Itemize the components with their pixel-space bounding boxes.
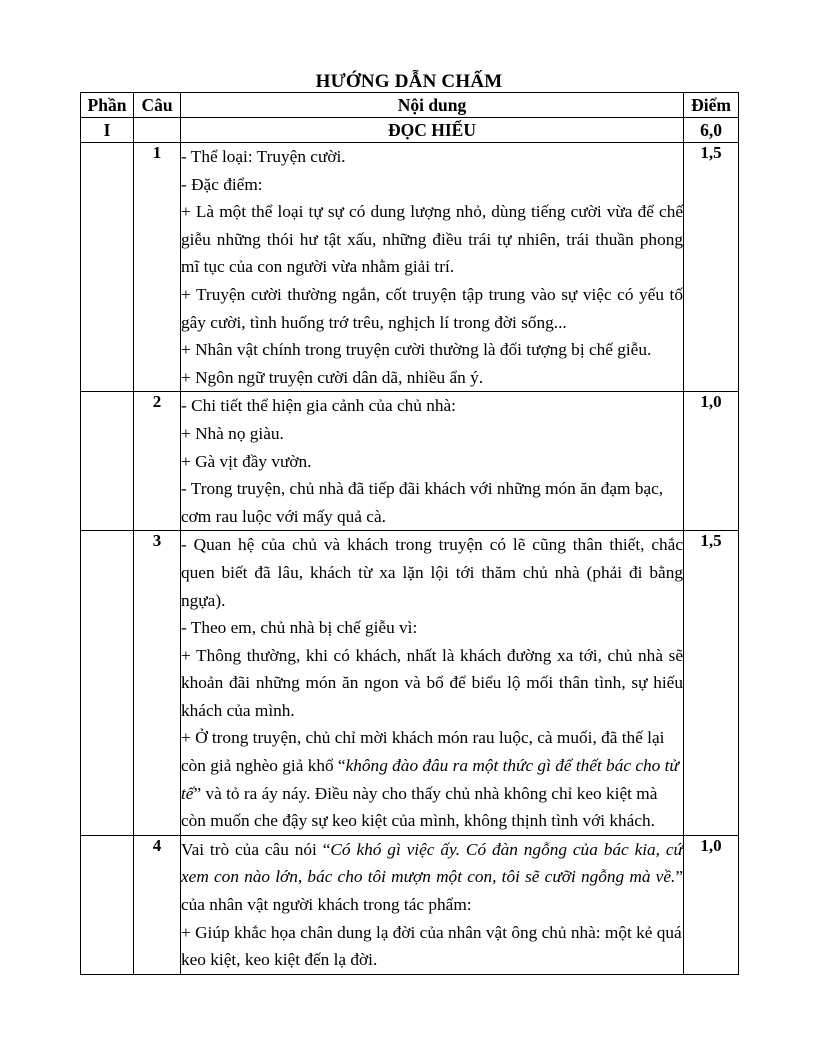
row-content xyxy=(181,531,684,836)
row-score: 1,5 xyxy=(684,143,739,392)
column-header-content: Nội dung xyxy=(181,93,684,118)
content-paragraph: - Trong truyện, chủ nhà đã tiếp đãi khách với những món ăn đạm bạc, cơm rau luộc với mấy quả cà. xyxy=(181,479,664,526)
section-header-row xyxy=(81,118,739,143)
row-score: 1,0 xyxy=(684,835,739,974)
row-content xyxy=(181,835,684,974)
content-paragraph: - Thể loại: Truyện cười. xyxy=(181,147,346,166)
section-score: 6,0 xyxy=(684,118,739,143)
content-paragraph: + Thông thường, khi có khách, nhất là khách đường xa tới, chủ nhà sẽ khoản đãi những món ăn ngon và bổ để biểu lộ mối thân tình, sự hiếu khách của mình. xyxy=(181,645,683,720)
content-paragraph: - Chi tiết thể hiện gia cảnh của chủ nhà: xyxy=(181,396,456,416)
row-part-cell xyxy=(81,392,134,531)
column-header-score: Điểm xyxy=(684,93,739,118)
row-question-number: 2 xyxy=(134,392,181,531)
quoted-italic-text: Có khó gì việc ấy. Có đàn ngỗng của bác kia, cứ xem con nào lớn, bác cho tôi mượn một con, tôi sẽ cưỡi ngỗng mà về. xyxy=(181,839,683,887)
row-question-number: 1 xyxy=(134,143,181,392)
row-score: 1,5 xyxy=(684,531,739,836)
row-content xyxy=(181,392,684,531)
grading-guide-table xyxy=(80,92,739,975)
table-header-row xyxy=(81,93,739,118)
row-score: 1,0 xyxy=(684,392,739,531)
content-paragraph: + Nhân vật chính trong truyện cười thường là đối tượng bị chế giễu. xyxy=(181,340,652,360)
content-paragraph: + Là một thể loại tự sự có dung lượng nhỏ, dùng tiếng cười vừa để chế giễu những thói hư tật xấu, những điều trái tự nhiên, trái thuần phong mĩ tục của con người vừa nhằm giải trí. xyxy=(181,202,683,277)
section-part-label: I xyxy=(81,118,134,143)
content-paragraph: - Quan hệ của chủ và khách trong truyện có lẽ cũng thân thiết, chắc quen biết đã lâu, khách từ xa lặn lội tới thăm chủ nhà (phải đi bằng ngựa). xyxy=(181,535,683,610)
content-paragraph: + Ngôn ngữ truyện cười dân dã, nhiều ẩn ý. xyxy=(181,367,484,387)
section-title: ĐỌC HIỂU xyxy=(181,118,684,143)
column-header-part: Phần xyxy=(81,93,134,118)
content-paragraph: + Nhà nọ giàu. xyxy=(181,423,284,443)
content-paragraph: + Ở trong truyện, chủ chỉ mời khách món rau luộc, cà muối, đã thế lại còn giả nghèo giả khổ “không đào đâu ra một thức gì để thết bác cho tử tế” và tỏ ra áy náy. Điều này cho thấy chủ nhà không chỉ keo kiệt mà còn muốn che đậy sự keo kiệt của mình, không thịnh tình với khách. xyxy=(181,728,679,831)
table-row xyxy=(81,392,739,531)
content-paragraph: + Giúp khắc họa chân dung lạ đời của nhân vật ông chủ nhà: một kẻ quá keo kiệt, keo kiệt đến lạ đời. xyxy=(181,922,682,970)
table-row xyxy=(81,835,739,974)
row-part-cell xyxy=(81,143,134,392)
section-question-cell xyxy=(134,118,181,143)
page-title: HƯỚNG DẪN CHẤM xyxy=(315,71,503,92)
row-content xyxy=(181,143,684,392)
row-question-number: 3 xyxy=(134,531,181,836)
column-header-question: Câu xyxy=(134,93,181,118)
row-part-cell xyxy=(81,531,134,836)
content-paragraph: - Theo em, chủ nhà bị chế giễu vì: xyxy=(181,618,418,638)
table-row xyxy=(81,143,739,392)
content-paragraph: + Gà vịt đầy vườn. xyxy=(181,451,312,471)
content-paragraph: Vai trò của câu nói “Có khó gì việc ấy. Có đàn ngỗng của bác kia, cứ xem con nào lớn, bác cho tôi mượn một con, tôi sẽ cưỡi ngỗng mà về.” của nhân vật người khách trong tác phẩm: xyxy=(181,839,683,915)
row-question-number: 4 xyxy=(134,835,181,974)
quoted-italic-text: không đào đâu ra một thức gì để thết bác cho tử tế xyxy=(181,756,679,803)
content-paragraph: + Truyện cười thường ngắn, cốt truyện tập trung vào sự việc có yếu tố gây cười, tình huống trớ trêu, nghịch lí trong đời sống... xyxy=(181,284,683,332)
content-paragraph: - Đặc điểm: xyxy=(181,174,263,194)
row-part-cell xyxy=(81,835,134,974)
table-row xyxy=(81,531,739,836)
